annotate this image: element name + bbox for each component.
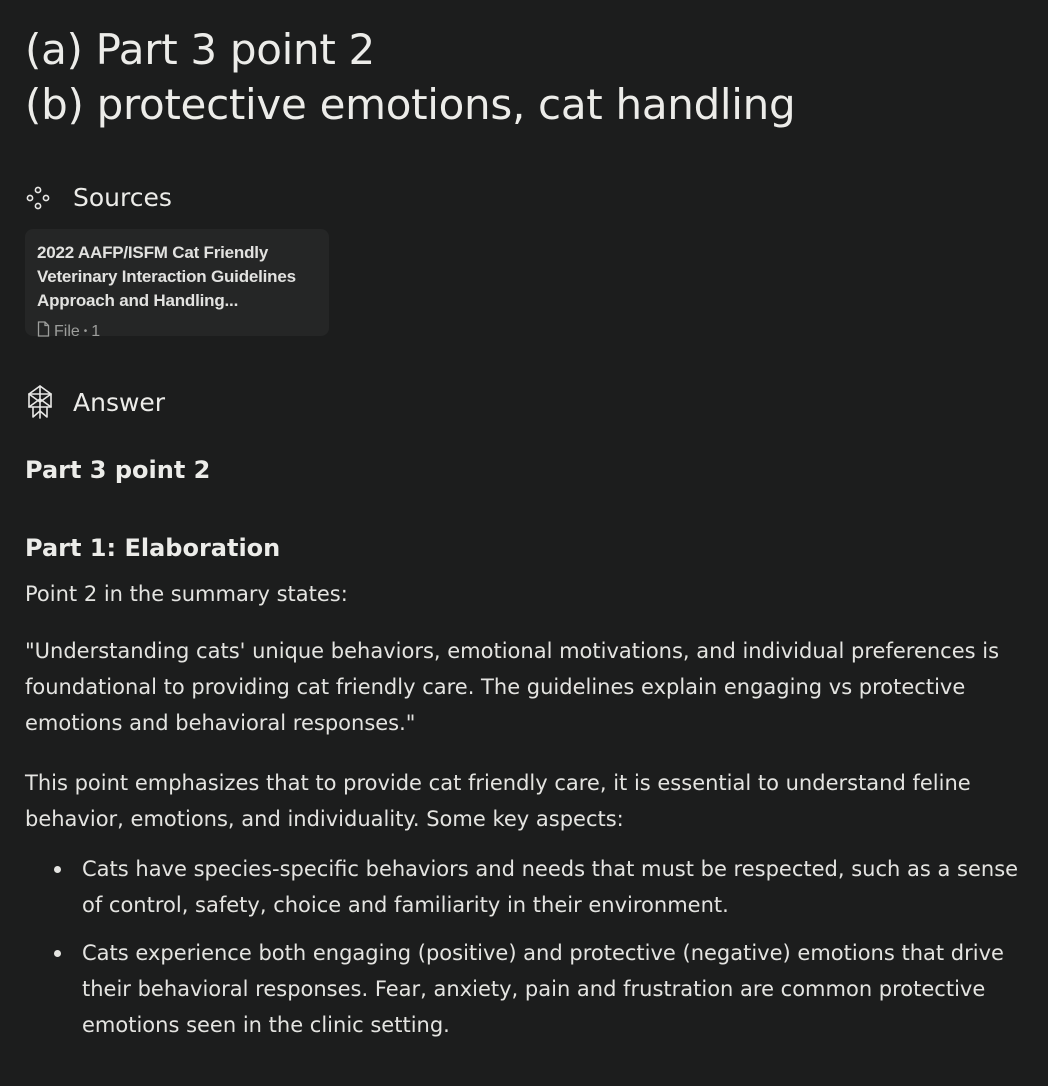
- answer-quote: "Understanding cats' unique behaviors, emotional motivations, and individual preferences is foundational to providing cat friendly care. The guidelines explain engaging vs protective emotions and behavioral responses.": [25, 639, 1000, 735]
- query-line-1: (a) Part 3 point 2: [25, 25, 375, 74]
- file-icon: [37, 321, 50, 342]
- sources-icon: [25, 185, 59, 211]
- answer-emphasis: This point emphasizes that to provide cat friendly care, it is essential to understand feline behavior, emotions, and individuality. Some key aspects:: [25, 771, 971, 831]
- query-title: [25, 22, 1030, 132]
- query-line-2: (b) protective emotions, cat handling: [25, 80, 796, 129]
- source-index: 1: [91, 322, 101, 340]
- source-separator: •: [83, 326, 88, 337]
- answer-bullets: [25, 851, 1030, 1043]
- source-card[interactable]: [25, 229, 329, 340]
- sources-header: [25, 183, 1030, 212]
- source-title: 2022 AAFP/ISFM Cat Friendly Veterinary Interaction Guidelines Approach and Handling...: [37, 243, 296, 310]
- answer-intro: Point 2 in the summary states:: [25, 582, 348, 606]
- source-type: File: [54, 322, 80, 340]
- answer-title: Answer: [73, 387, 166, 417]
- answer-heading-part1: Part 1: Elaboration: [25, 534, 281, 562]
- list-item: Cats experience both engaging (positive) and protective (negative) emotions that drive their behavioral responses. Fear, anxiety, pain and frustration are common protective emotions seen in the clinic setting.: [82, 935, 1030, 1043]
- answer-icon: [25, 385, 59, 419]
- answer-header: [25, 385, 1030, 419]
- answer-heading-main: Part 3 point 2: [25, 456, 211, 484]
- answer-page: [25, 22, 1030, 1055]
- source-meta: [37, 321, 317, 342]
- sources-title: Sources: [73, 183, 172, 212]
- list-item: Cats have species-specific behaviors and needs that must be respected, such as a sense of control, safety, choice and familiarity in their environment.: [82, 851, 1030, 923]
